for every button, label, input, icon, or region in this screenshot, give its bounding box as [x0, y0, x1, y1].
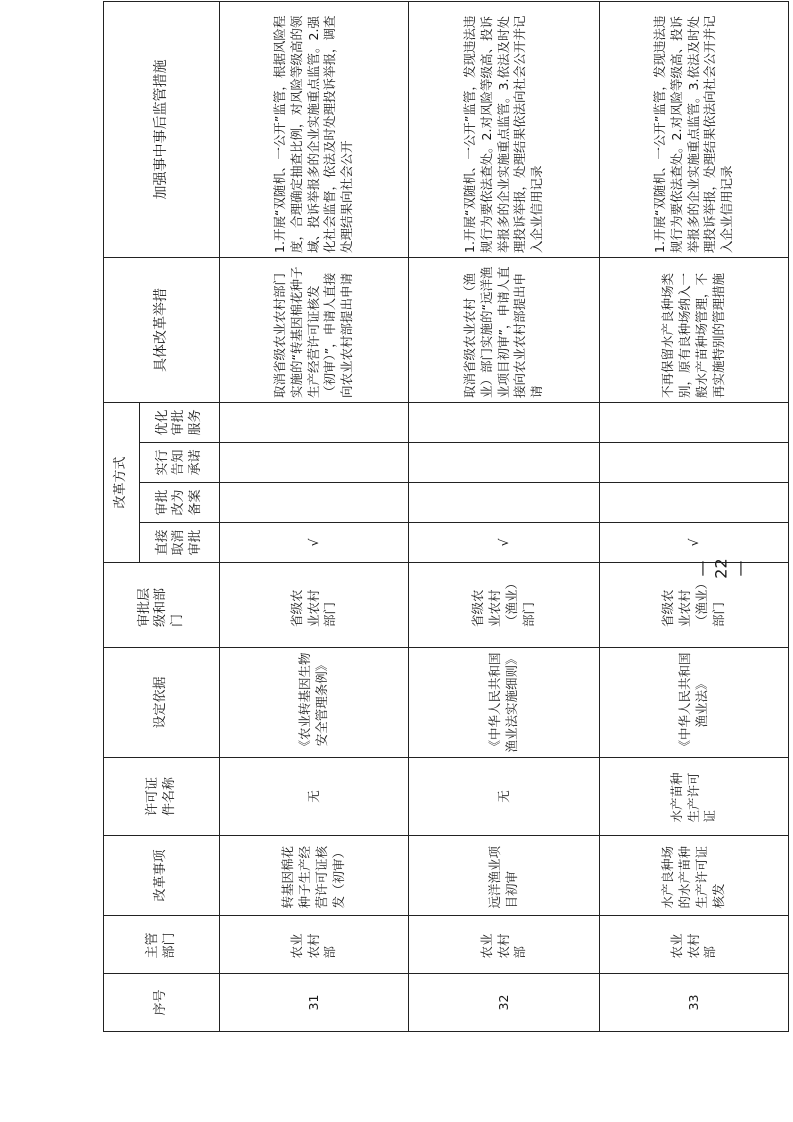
- row-basis: 《农业转基因生物安全管理条例》: [220, 648, 409, 758]
- row-item: [220, 836, 409, 916]
- header-level-label: 审批层级和部门: [137, 587, 185, 627]
- reform-items-table: [103, 1, 789, 1032]
- header-mode-direct: 直接取消审批: [140, 523, 220, 563]
- header-mode-record: 审批改为备案: [140, 483, 220, 523]
- header-mode-optimize: 优化审批服务: [140, 402, 220, 442]
- row-item-text: 远洋渔业项目初审: [487, 845, 519, 909]
- header-mode: 改革方式: [104, 402, 140, 562]
- header-basis: 设定依据: [104, 648, 220, 758]
- header-mode-notify: 实行告知承诺: [140, 443, 220, 483]
- row-item: [600, 836, 789, 916]
- row-supervision: 1.开展“双随机、一公开”监管，发现违法违规行为要依法查处。2.对风险等级高、投诉举报多的企业实施重点监管。3.依法及时处理投诉举报，处理结果依法向社会公开并记入企业信用记录: [409, 1, 600, 257]
- row-license-text: 水产苗种生产许可证: [668, 772, 718, 823]
- header-seq: 序号: [104, 974, 220, 1032]
- row-seq: 32: [409, 974, 600, 1032]
- row-item-text: 转基因棉花种子生产经营许可证核发（初审）: [280, 845, 346, 909]
- row-notify-cell: [600, 443, 789, 483]
- row-basis: 《中华人民共和国渔业法》: [600, 648, 789, 758]
- header-level: [104, 563, 220, 648]
- row-direct-cancel-check: √: [600, 523, 789, 563]
- row-direct-cancel-check: √: [409, 523, 600, 563]
- header-dept: [104, 916, 220, 974]
- row-license: [600, 758, 789, 836]
- row-dept: [600, 916, 789, 974]
- row-item-text: 水产良种场的水产苗种生产许可证核发: [660, 845, 726, 909]
- row-dept-text: 农业农村部: [668, 933, 718, 959]
- row-level: [220, 563, 409, 648]
- row-notify-cell: [220, 443, 409, 483]
- row-license: 无: [220, 758, 409, 836]
- row-record-cell: [600, 483, 789, 523]
- header-measures: 具体改革举措: [104, 257, 220, 402]
- row-dept: [220, 916, 409, 974]
- rotated-table-wrapper: [103, 15, 788, 1032]
- row-supervision: 1.开展“双随机、一公开”监管，根据风险程度，合理确定抽查比例，对风险等级高的领域、投诉举报多的企业实施重点监管。2.强化社会监督，依法及时处理投诉举报，调查处理结果向社会公开: [220, 1, 409, 257]
- row-measures: 不再保留水产良种场类别，原有良种场纳入一般水产苗种场管理，不再实施特别的管理措施: [600, 257, 789, 402]
- row-seq: 31: [220, 974, 409, 1032]
- row-measures: 取消省级农业农村部门实施的“转基因棉花种子生产经营许可证核发（初审）”，申请人直接向农业农村部提出申请: [220, 257, 409, 402]
- row-optimize-cell: [220, 402, 409, 442]
- header-item: 改革事项: [104, 836, 220, 916]
- row-optimize-cell: [409, 402, 600, 442]
- row-level-text: 省级农业农村（渔业）部门: [660, 583, 726, 627]
- header-license-label: 许可证件名称: [145, 777, 177, 817]
- row-notify-cell: [409, 443, 600, 483]
- row-direct-cancel-check: √: [220, 523, 409, 563]
- page-number: — 22 —: [692, 558, 750, 579]
- table-row: [220, 1, 409, 1031]
- header-license: [104, 758, 220, 836]
- header-supervision: 加强事中事后监管措施: [104, 1, 220, 257]
- row-dept-text: 农业农村部: [288, 933, 338, 959]
- row-dept-text: 农业农村部: [478, 933, 528, 959]
- row-dept: [409, 916, 600, 974]
- row-level-text: 省级农业农村部门: [288, 589, 338, 627]
- header-row-1: [104, 1, 140, 1031]
- row-basis: 《中华人民共和国渔业法实施细则》: [409, 648, 600, 758]
- row-level: [409, 563, 600, 648]
- row-item: [409, 836, 600, 916]
- row-record-cell: [409, 483, 600, 523]
- table-row: [600, 1, 789, 1031]
- table-row: [409, 1, 600, 1031]
- row-measures: 取消省级农业农村（渔业）部门实施的“远洋渔业项目初审”，申请人直接向农业农村部提出申请: [409, 257, 600, 402]
- header-dept-label: 主管部门: [145, 932, 177, 959]
- row-supervision: 1.开展“双随机、一公开”监管，发现违法违规行为要依法查处。2.对风险等级高、投诉举报多的企业实施重点监管。3.依法及时处理投诉举报，处理结果依法向社会公开并记入企业信用记录: [600, 1, 789, 257]
- row-record-cell: [220, 483, 409, 523]
- row-optimize-cell: [600, 402, 789, 442]
- row-license: 无: [409, 758, 600, 836]
- row-seq: 33: [600, 974, 789, 1032]
- row-level-text: 省级农业农村（渔业）部门: [470, 583, 536, 627]
